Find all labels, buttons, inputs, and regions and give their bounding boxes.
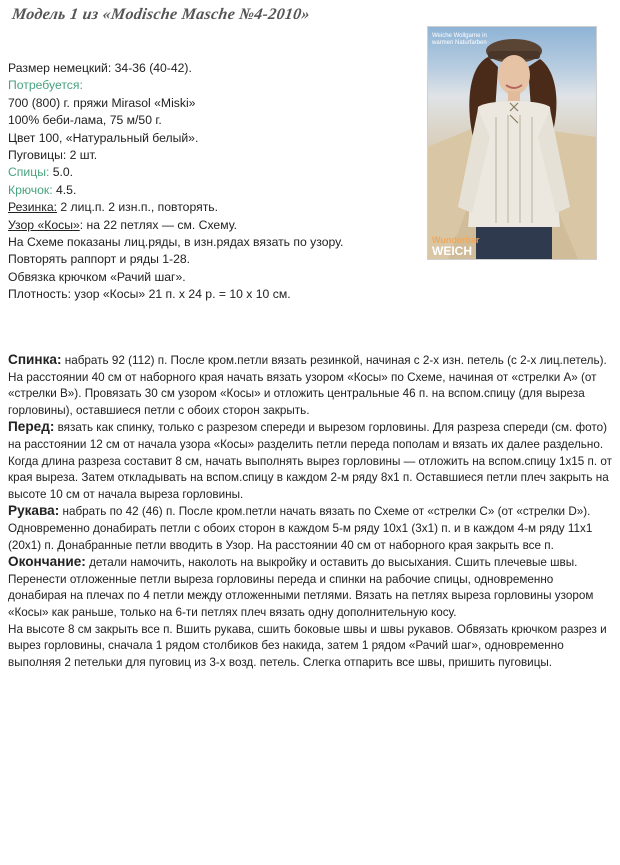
photo-tagline: Weiche Wollgarne in warmen Naturfarben [432, 33, 487, 46]
photo-label [432, 235, 479, 258]
section-finishing-extra: На высоте 8 см закрыть все п. Вшить рукава, сшить боковые швы и швы рукавов. Обвязать крючком разрез и вырез горловины, сначала 1 рядом столбиков без накида, затем 1 рядом «Рачий шаг», одновременно выполняя 2 петельки для пуговиц из 3-х возд. петель. Слегка отпарить все швы, пришить пуговицы. [8, 622, 607, 669]
hook-value: 4.5. [52, 182, 77, 197]
cable-value: : на 22 петлях — см. Схему. [79, 217, 237, 232]
rib-value: 2 лиц.п. 2 изн.п., повторять. [57, 200, 219, 215]
cable-line [8, 217, 418, 234]
section-sleeves [8, 503, 612, 554]
cable-label: Узор «Косы» [8, 217, 80, 232]
edging-line: Обвязка крючком «Рачий шаг». [8, 269, 186, 284]
model-photo [427, 26, 597, 260]
section-finishing-text: детали намочить, наколоть на выкройку и оставить до высыхания. Сшить плечевые швы. Перенести отложенные петли выреза горловины переда и спинки на рабочие спицы, одновременно донабирая на плечах по 4 петли между отложенными петлями. Вязать на петлях выреза горловины узором «Косы» как раньше, только на 6-ти петлях плеч вязать одну дополнительную косу. [8, 556, 594, 619]
section-finishing [8, 554, 612, 621]
section-back-text: набрать 92 (112) п. После кром.петли вязать резинкой, начиная с 2-х изн. петель (с 2-х лиц.петель). На расстоянии 40 см от наборного края начать вязать узором «Косы» по Схеме, начиная от «стрелки А» (от «стрелки В»). Провязать 30 см узором «Косы» и отложить центральные 46 п. на вспом.спицу (для выреза горловины), оставшиеся петли с обоих сторон закрыть. [8, 354, 607, 417]
required-label: Потребуется: [8, 78, 83, 93]
section-back [8, 352, 612, 419]
instructions [8, 352, 612, 671]
section-finishing-head: Окончание: [8, 554, 86, 570]
yarn-line: 700 (800) г. пряжи Mirasol «Miski» [8, 95, 196, 110]
size-line: Размер немецкий: 34-36 (40-42). [8, 61, 192, 75]
section-front-head: Перед: [8, 419, 55, 435]
rib-line [8, 199, 418, 216]
section-sleeves-text: набрать по 42 (46) п. После кром.петли начать вязать по Схеме от «стрелки С» (от «стрелки D»). Одновременно донабирать петли с обоих сторон в каждом 5-м ряду 10х1 (3х1) п. и в каждом 4-м ряду 11х1 (20х1) п. Донабранные петли вводить в Узор. На расстоянии 40 см от наборного края закрыть все п. [8, 505, 593, 552]
materials-list [8, 60, 418, 304]
scheme-note: На Схеме показаны лиц.ряды, в изн.рядах вязать по узору. [8, 235, 344, 250]
page-title: Модель 1 из «Modische Masche №4-2010» [10, 6, 311, 23]
needles-line [8, 164, 418, 181]
section-back-head: Спинка: [8, 352, 62, 367]
photo-label-top: Wunderbar [432, 235, 480, 245]
color-line: Цвет 100, «Натуральный белый». [8, 130, 199, 145]
gauge-line: Плотность: узор «Косы» 21 п. х 24 р. = 10 х 10 см. [8, 287, 291, 302]
hook-line [8, 182, 418, 199]
photo-label-bottom: WEICH [432, 244, 472, 258]
model-illustration [428, 27, 596, 259]
section-front-extra: Когда длина разреза составит 8 см, начать выполнять вырез горловины — отложить на вспом.спицу 1х15 п. от края выреза. Затем откладывать на вспом.спицу в каждом 2-м ряду 8х1 п. Оставшиеся петли плеч закрыть на высоте 10 см от начала выреза горловины. [8, 454, 612, 501]
section-front-text: вязать как спинку, только с разрезом спереди и вырезом горловины. Для разреза спереди (см. фото) на расстоянии 12 см от начала узора «Косы» разделить петли переда пополам и вязать их далее раздельно. [8, 421, 607, 451]
needles-label: Спицы: [8, 165, 50, 180]
hook-label: Крючок: [8, 182, 53, 197]
section-sleeves-head: Рукава: [8, 503, 60, 519]
composition-line: 100% беби-лама, 75 м/50 г. [8, 113, 162, 128]
repeat-line: Повторять раппорт и ряды 1-28. [8, 252, 191, 267]
needles-value: 5.0. [49, 165, 74, 180]
section-front [8, 419, 612, 453]
buttons-line: Пуговицы: 2 шт. [8, 148, 98, 163]
rib-label: Резинка: [8, 200, 57, 215]
